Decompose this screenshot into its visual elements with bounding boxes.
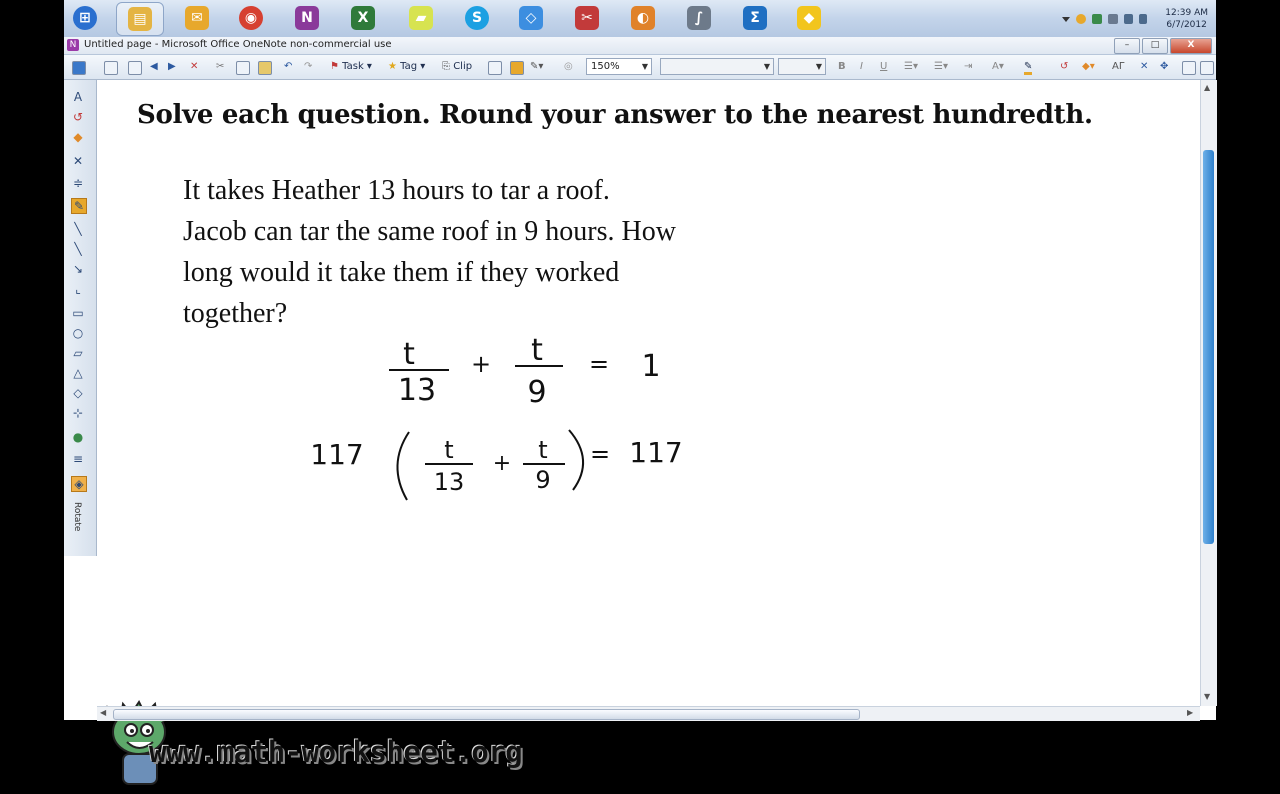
axis-icon[interactable]: ⌞ — [75, 282, 81, 296]
clock-time: 12:39 AM — [1165, 8, 1208, 18]
eq2-equals: = — [589, 440, 611, 468]
snipping-tool-taskbar-button[interactable] — [572, 3, 602, 33]
tag-label: Tag — [400, 61, 418, 72]
task-button[interactable]: ⚑ Task ▾ — [330, 61, 372, 72]
note-page[interactable] — [97, 80, 1200, 769]
italic-button[interactable]: I — [860, 61, 863, 72]
left-paren — [397, 432, 409, 500]
forward-icon[interactable]: ▶ — [168, 61, 176, 72]
chevron-down-icon: ▼ — [815, 62, 822, 71]
tray-app-icon[interactable] — [1108, 14, 1118, 24]
start-orb-icon: ⊞ — [73, 6, 97, 30]
line-icon[interactable]: ╲ — [74, 222, 82, 236]
close-pen-icon[interactable]: ✕ — [1140, 61, 1149, 72]
flag-icon: ⚑ — [330, 61, 339, 72]
copy-icon[interactable] — [236, 61, 250, 75]
problem-line: It takes Heather 13 hours to tar a roof. — [183, 175, 610, 206]
highlight-mode-icon[interactable] — [510, 61, 524, 75]
bold-button[interactable]: B — [838, 61, 846, 72]
horizontal-scrollbar[interactable] — [97, 706, 1200, 721]
taskbar — [64, 0, 1216, 38]
dropbox-taskbar-button[interactable] — [516, 3, 546, 33]
table-icon[interactable] — [488, 61, 502, 75]
star-icon: ★ — [388, 61, 397, 72]
diamond-icon[interactable]: ◇ — [73, 386, 83, 400]
clip-icon: ⎘ — [442, 61, 450, 72]
triangle-icon[interactable]: △ — [73, 366, 83, 380]
shapes-more-icon[interactable]: ⊹ — [72, 406, 84, 420]
help-icon[interactable]: ◎ — [564, 61, 573, 72]
text-mode-icon[interactable]: A — [73, 90, 83, 104]
font-size-select[interactable] — [778, 58, 826, 75]
eq1-numerator-2: t — [531, 333, 543, 368]
numbering-icon[interactable]: ☰▾ — [934, 61, 948, 72]
indent-icon[interactable]: ⇥ — [964, 61, 973, 72]
bullets-icon[interactable]: ☰▾ — [904, 61, 918, 72]
tray-arrow-icon[interactable] — [1062, 17, 1070, 22]
task-label: Task — [342, 61, 364, 72]
video-letterbox-left — [0, 0, 64, 720]
eq2-rhs: 117 — [629, 436, 683, 469]
snipping-tool-icon: ✂ — [575, 6, 599, 30]
eq2-numerator-1: t — [444, 436, 454, 464]
window-title-bar[interactable] — [64, 37, 1216, 55]
rotate-label: Rotate — [72, 502, 82, 532]
arrow-line-icon[interactable]: ↘ — [72, 262, 84, 276]
lasso-select-icon[interactable]: ↺ — [72, 110, 84, 124]
clock-date: 6/7/2012 — [1166, 20, 1207, 30]
eq2-numerator-2: t — [538, 436, 548, 464]
maximize-button[interactable]: □ — [1142, 38, 1168, 54]
sigma-app-icon: Σ — [743, 6, 767, 30]
eraser-icon[interactable]: ◆ — [73, 130, 83, 144]
ellipse-icon[interactable]: ○ — [72, 326, 84, 340]
chrome-icon: ◉ — [239, 6, 263, 30]
horizontal-scroll-thumb[interactable] — [113, 709, 860, 720]
eq1-equals: = — [588, 350, 610, 378]
vertical-scroll-thumb[interactable] — [1203, 150, 1214, 544]
lasso-icon[interactable]: ↺ — [1060, 61, 1069, 72]
sigma-app-taskbar-button[interactable] — [740, 3, 770, 33]
paste-icon[interactable] — [258, 61, 272, 75]
excel-taskbar-button[interactable] — [348, 3, 378, 33]
eq2-plus: + — [492, 451, 512, 476]
vertical-scrollbar[interactable] — [1200, 80, 1217, 706]
clock[interactable] — [1165, 7, 1208, 31]
explorer-taskbar-button[interactable] — [116, 2, 164, 36]
insert-space-icon[interactable]: ≑ — [72, 176, 84, 190]
line-icon[interactable]: ╲ — [74, 242, 82, 256]
eraser-icon[interactable]: ◆▾ — [1082, 61, 1095, 72]
onenote-icon: N — [295, 6, 319, 30]
close-button[interactable]: X — [1170, 38, 1212, 54]
undo-icon[interactable]: ↶ — [284, 61, 293, 72]
rotate-tool-icon[interactable]: ◈ — [71, 476, 87, 492]
minimize-button[interactable]: – — [1114, 38, 1140, 54]
network-icon[interactable] — [1124, 14, 1133, 24]
chevron-down-icon: ▼ — [641, 62, 648, 71]
scroll-left-icon[interactable]: ◀ — [100, 708, 107, 717]
zoom-select[interactable] — [586, 58, 652, 75]
move-icon[interactable]: ✥ — [1160, 61, 1169, 72]
page-icon[interactable] — [1182, 61, 1196, 75]
desktop-screen — [64, 0, 1216, 769]
page-heading: Solve each question. Round your answer to the nearest hundredth. — [137, 100, 1093, 130]
color-picker-icon[interactable]: ● — [72, 430, 84, 444]
dropbox-icon: ◇ — [519, 6, 543, 30]
close-icon[interactable]: ✕ — [72, 154, 84, 168]
clip-button[interactable] — [442, 59, 472, 75]
scroll-up-icon[interactable]: ▲ — [1204, 83, 1211, 92]
paint-app-icon: ◆ — [797, 6, 821, 30]
onenote-app-icon[interactable]: N — [67, 39, 79, 51]
highlighter-icon[interactable]: ✎ — [1024, 59, 1032, 75]
eq1-numerator-1: t — [403, 337, 415, 372]
explorer-icon: ▤ — [128, 7, 152, 31]
delete-icon[interactable]: ✕ — [190, 61, 199, 72]
window-title: Untitled page - Microsoft Office OneNote non-commercial use — [84, 39, 392, 50]
excel-icon: X — [351, 6, 375, 30]
rectangle-icon[interactable]: ▭ — [72, 306, 84, 320]
tray-app-icon[interactable] — [1092, 14, 1102, 24]
problem-line: together? — [183, 298, 288, 329]
drawing-toolbar — [64, 80, 97, 556]
tag-button[interactable]: ★ Tag ▾ — [388, 61, 426, 72]
zoom-value: 150% — [591, 61, 620, 72]
onenote-taskbar-button[interactable] — [292, 3, 322, 33]
right-paren — [569, 430, 583, 490]
text-size-icon[interactable]: AΓ — [1112, 61, 1125, 72]
clip-label: Clip — [453, 61, 473, 72]
math-tool-taskbar-button[interactable] — [684, 3, 714, 33]
full-page-view-icon[interactable] — [72, 61, 86, 75]
redo-icon[interactable]: ↷ — [304, 61, 313, 72]
handwritten-work — [97, 80, 1200, 706]
scroll-down-icon[interactable]: ▼ — [1204, 692, 1211, 701]
eq2-multiplier: 117 — [310, 438, 364, 471]
underline-button[interactable]: U — [880, 61, 888, 72]
pen-dropdown-icon[interactable]: ✎▾ — [530, 61, 544, 72]
outlook-taskbar-button[interactable] — [182, 3, 212, 33]
eq1-denominator-2: 9 — [527, 375, 547, 410]
cut-icon[interactable]: ✂ — [216, 61, 225, 72]
font-select[interactable] — [660, 58, 774, 75]
paint-app-taskbar-button[interactable] — [794, 3, 824, 33]
firefox-icon: ◐ — [631, 6, 655, 30]
problem-line: Jacob can tar the same roof in 9 hours. How — [183, 216, 676, 247]
back-icon[interactable]: ◀ — [150, 61, 158, 72]
volume-icon[interactable] — [1139, 14, 1147, 24]
problem-line: long would it take them if they worked — [183, 257, 620, 288]
sticky-notes-taskbar-button[interactable] — [406, 3, 436, 33]
options-icon[interactable] — [1200, 61, 1214, 75]
tray-app-icon[interactable] — [1076, 14, 1086, 24]
line-thickness-icon[interactable]: ≡ — [72, 452, 84, 466]
skype-taskbar-button[interactable] — [462, 3, 492, 33]
eq1-rhs: 1 — [641, 349, 661, 384]
chevron-down-icon: ▼ — [763, 62, 770, 71]
pen-mode-icon[interactable] — [104, 61, 118, 75]
math-tool-icon: ∫ — [687, 6, 711, 30]
start-orb-taskbar-button[interactable] — [70, 3, 100, 33]
parallelogram-icon[interactable]: ▱ — [73, 346, 83, 360]
new-page-icon[interactable] — [128, 61, 142, 75]
firefox-taskbar-button[interactable] — [628, 3, 658, 33]
eq2-denominator-2: 9 — [535, 466, 551, 494]
chrome-taskbar-button[interactable] — [236, 3, 266, 33]
main-toolbar — [64, 55, 1216, 80]
skype-icon: S — [465, 6, 489, 30]
sticky-notes-icon: ▰ — [409, 6, 433, 30]
site-watermark: www.math-worksheet.org — [149, 735, 523, 769]
eq1-denominator-1: 13 — [397, 373, 437, 408]
scroll-right-icon[interactable]: ▶ — [1187, 708, 1194, 717]
font-color-icon[interactable]: A▾ — [992, 61, 1004, 72]
system-tray — [1062, 4, 1208, 34]
video-letterbox-right — [1216, 0, 1280, 720]
eq1-plus: + — [470, 350, 492, 378]
eq2-denominator-1: 13 — [433, 468, 465, 496]
pen-icon[interactable]: ✎ — [71, 198, 87, 214]
window-controls — [1114, 38, 1212, 54]
outlook-icon: ✉ — [185, 6, 209, 30]
